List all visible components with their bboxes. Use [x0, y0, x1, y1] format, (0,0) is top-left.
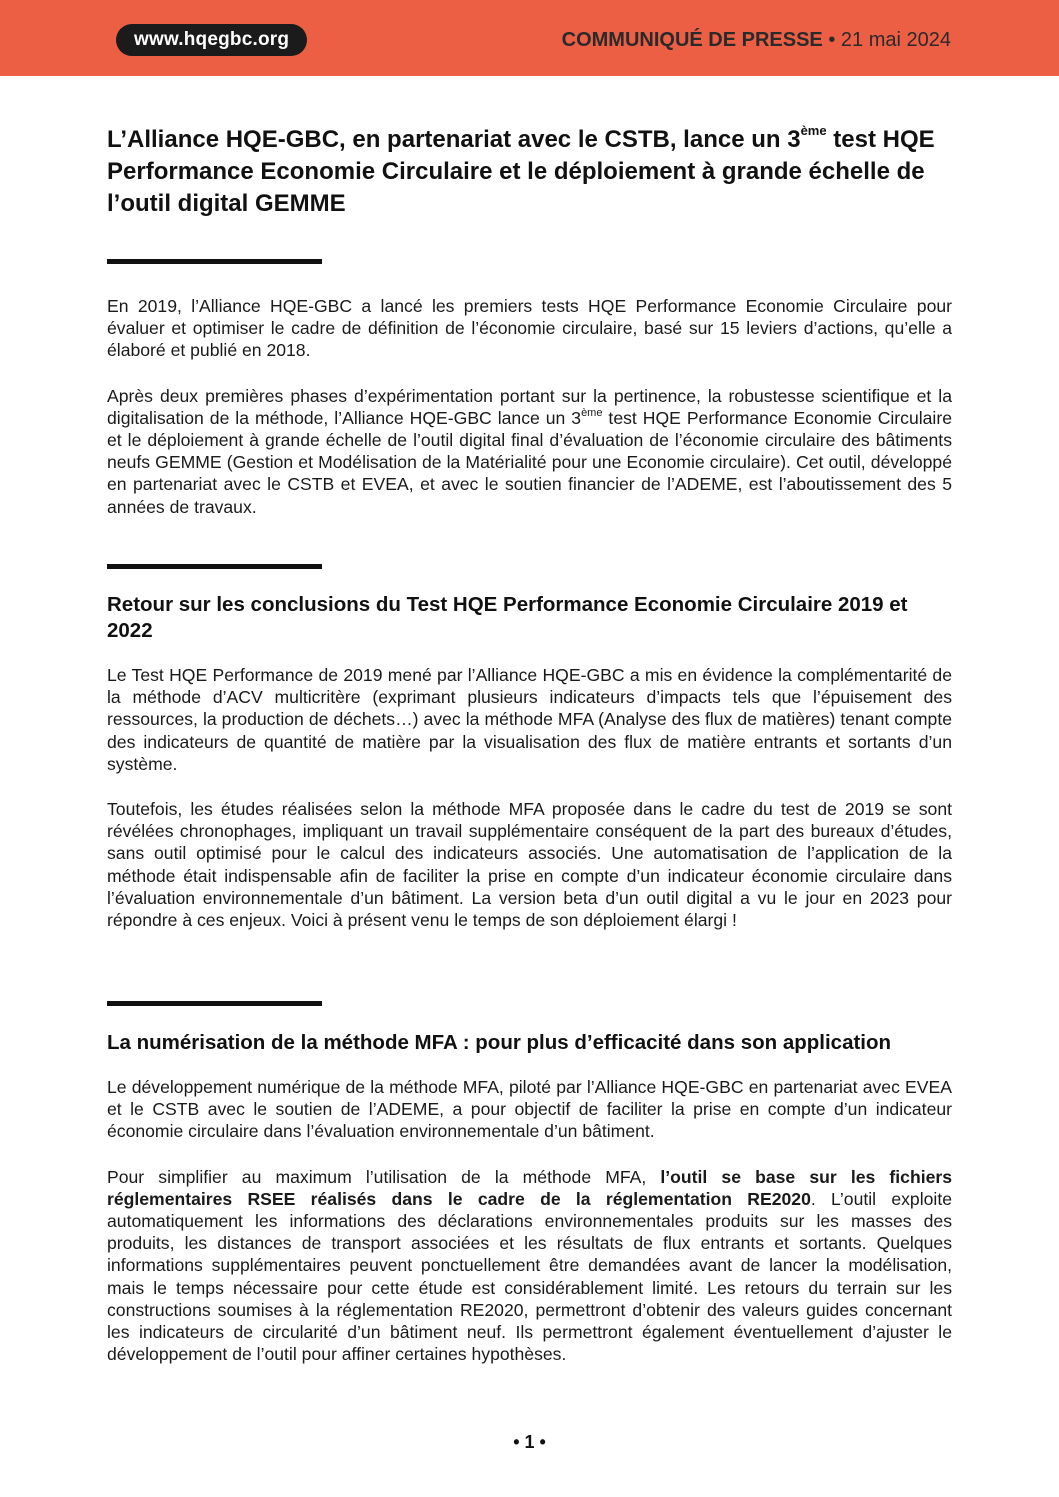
- section-2-p2-after: . L’outil exploite automatiquement les informations des déclarations environnementales produits sur les masses des produits, les distances de transport associées et les résultats de flux entrants et sortants. Quelques informations supplémentaires peuvent ponctuellement être demandées avant de lancer la modélisation, mais le temps nécessaire pour cette étude est considérablement limité. Les retours du terrain sur les constructions soumises à la réglementation RE2020, permettront d’obtenir des valeurs guides concernant les indicateurs de circularité d’un bâtiment neuf. Ils permettront également éventuellement d’ajuster le développement de l’outil pour affiner certaines hypothèses.: [107, 1188, 952, 1365]
- section-2: [107, 1030, 952, 1365]
- section-2-paragraph-2: [107, 1166, 952, 1366]
- section-2-p2-before: Pour simplifier au maximum l’utilisation de la méthode MFA,: [107, 1166, 661, 1187]
- title-sup: ème: [800, 123, 827, 138]
- website-link[interactable]: www.hqegbc.org: [116, 24, 307, 56]
- section-2-p2-bold: l’outil se base sur les fichiers réglementaires RSEE réalisés dans le cadre de la réglementation RE2020: [107, 1166, 952, 1209]
- page-title: [107, 124, 952, 220]
- section-1-heading: Retour sur les conclusions du Test HQE Performance Economie Circulaire 2019 et 2022: [107, 593, 908, 642]
- press-release-bullet: •: [828, 29, 836, 51]
- intro-paragraph-1: En 2019, l’Alliance HQE-GBC a lancé les premiers tests HQE Performance Economie Circulaire pour évaluer et optimiser le cadre de définition de l’économie circulaire, basé sur 15 leviers d’actions, qu’elle a élaboré et publié en 2018.: [107, 296, 952, 361]
- section-2-paragraph-1: Le développement numérique de la méthode MFA, piloté par l’Alliance HQE-GBC en partenariat avec EVEA et le CSTB avec le soutien de l’ADEME, a pour objectif de faciliter la prise en compte d’un indicateur économie circulaire dans l’évaluation environnementale d’un bâtiment.: [107, 1077, 952, 1142]
- press-release-date: 21 mai 2024: [840, 29, 951, 51]
- divider-rule-1: [107, 259, 322, 264]
- title-part2: test HQE Performance Economie Circulaire et le déploiement à grande échelle de l’outil digital GEMME: [107, 126, 935, 217]
- intro-p2-before: Après deux premières phases d’expérimentation portant sur la pertinence, la robustesse scientifique et la digitalisation de la méthode, l’Alliance HQE-GBC lance un 3: [107, 385, 952, 428]
- divider-rule-3: [107, 1001, 322, 1006]
- divider-rule-2: [107, 564, 322, 569]
- section-1-paragraph-1: Le Test HQE Performance de 2019 mené par l’Alliance HQE-GBC a mis en évidence la complémentarité de la méthode d’ACV multicritère (exprimant plusieurs indicateurs d’impacts tels que l’épuisement des ressources, la production de déchets…) avec la méthode MFA (Analyse des flux de matières) tenant compte des indicateurs de quantité de matière par la visualisation des flux de matière entrants et sortants d’un système.: [107, 665, 952, 774]
- intro-block: [107, 295, 952, 518]
- intro-p2-after: test HQE Performance Economie Circulaire et le déploiement à grande échelle de l’outil digital final d’évaluation de l’économie circulaire des bâtiments neufs GEMME (Gestion et Modélisation de la Matérialité pour une Economie circulaire). Cet outil, développé en partenariat avec le CSTB et EVEA, et avec le soutien financier de l’ADEME, est l’aboutissement des 5 années de travaux.: [107, 407, 952, 517]
- intro-paragraph-2: [107, 385, 952, 518]
- section-2-heading: La numérisation de la méthode MFA : pour plus d’efficacité dans son application: [107, 1031, 892, 1054]
- press-release-label: [562, 27, 951, 53]
- title-part1: L’Alliance HQE-GBC, en partenariat avec le CSTB, lance un 3: [107, 126, 801, 153]
- intro-p2-sup: ème: [581, 406, 603, 419]
- section-1-paragraph-2: Toutefois, les études réalisées selon la méthode MFA proposée dans le cadre du test de 2019 se sont révélées chronophages, impliquant un travail supplémentaire conséquent de la part des bureaux d’études, sans outil optimisé pour le calcul des indicateurs associés. Une automatisation de l’application de la méthode était indispensable afin de faciliter la prise en compte d’un indicateur économie circulaire dans l’évaluation environnementale d’un bâtiment. La version beta d’un outil digital a vu le jour en 2023 pour répondre à ces enjeux. Voici à présent venu le temps de son déploiement élargi !: [107, 799, 952, 931]
- page-number: • 1 •: [513, 1432, 546, 1452]
- press-release-title: COMMUNIQUÉ DE PRESSE: [561, 29, 823, 51]
- section-1: [107, 592, 952, 931]
